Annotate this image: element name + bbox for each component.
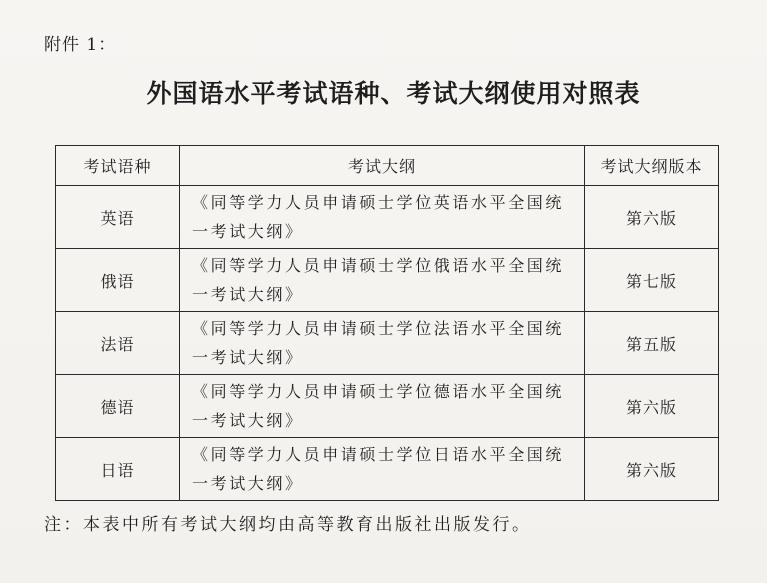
- cell-language: 德语: [56, 375, 180, 438]
- cell-language: 法语: [56, 312, 180, 375]
- cell-version: 第六版: [585, 186, 719, 249]
- attachment-label: 附件 1：: [44, 35, 117, 55]
- cell-version: 第六版: [585, 438, 719, 501]
- header-language: 考试语种: [56, 146, 180, 186]
- cell-outline: 《同等学力人员申请硕士学位德语水平全国统一考试大纲》: [180, 375, 585, 438]
- cell-version: 第五版: [585, 312, 719, 375]
- table-row: [56, 438, 719, 501]
- table-header-row: [56, 146, 719, 186]
- cell-version: 第七版: [585, 249, 719, 312]
- table-row: [56, 186, 719, 249]
- cell-outline: 《同等学力人员申请硕士学位法语水平全国统一考试大纲》: [180, 312, 585, 375]
- reference-table: [55, 145, 719, 501]
- header-outline: 考试大纲: [180, 146, 585, 186]
- cell-language: 俄语: [56, 249, 180, 312]
- header-version: 考试大纲版本: [585, 146, 719, 186]
- table-row: [56, 375, 719, 438]
- table-row: [56, 249, 719, 312]
- document-title: 外国语水平考试语种、考试大纲使用对照表: [146, 79, 641, 108]
- footnote: 注：本表中所有考试大纲均由高等教育出版社出版发行。: [44, 515, 532, 535]
- table-row: [56, 312, 719, 375]
- cell-language: 日语: [56, 438, 180, 501]
- cell-outline: 《同等学力人员申请硕士学位俄语水平全国统一考试大纲》: [180, 249, 585, 312]
- cell-outline: 《同等学力人员申请硕士学位日语水平全国统一考试大纲》: [180, 438, 585, 501]
- cell-version: 第六版: [585, 375, 719, 438]
- cell-language: 英语: [56, 186, 180, 249]
- cell-outline: 《同等学力人员申请硕士学位英语水平全国统一考试大纲》: [180, 186, 585, 249]
